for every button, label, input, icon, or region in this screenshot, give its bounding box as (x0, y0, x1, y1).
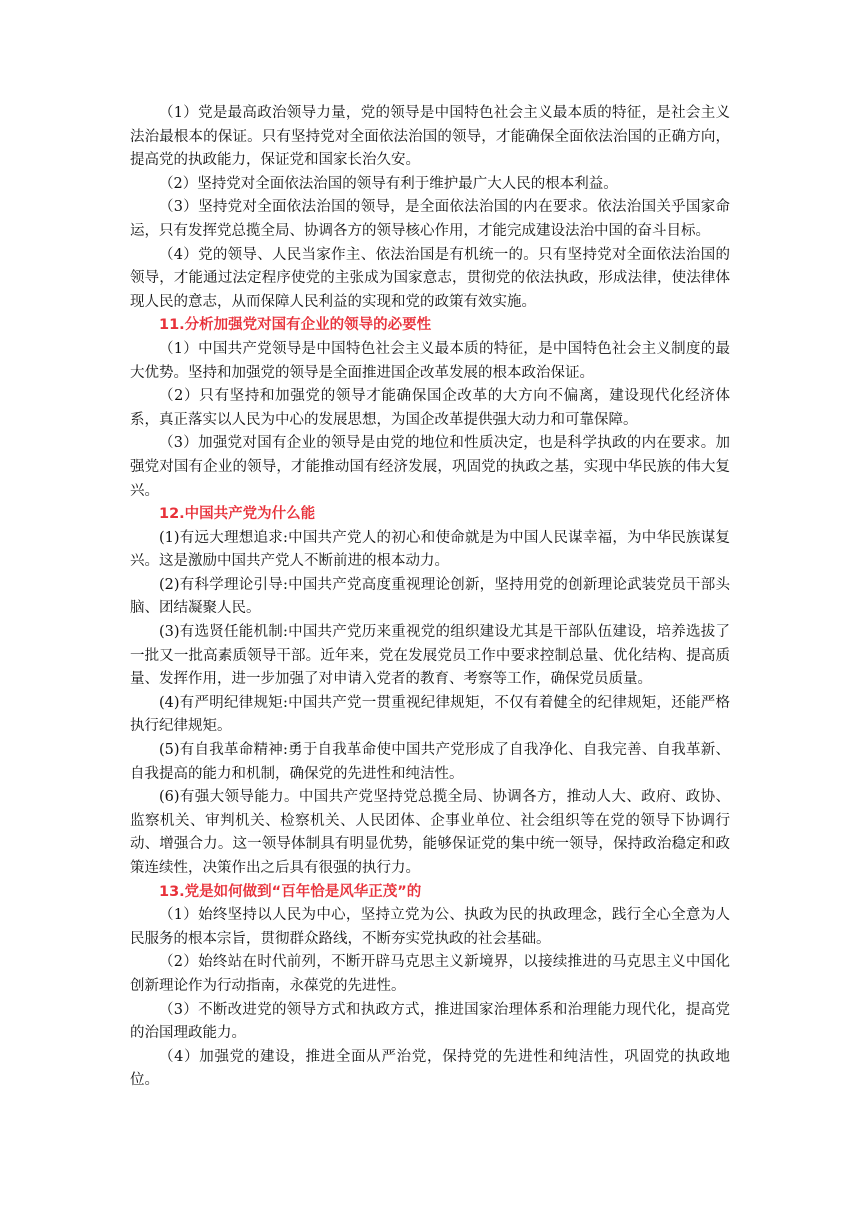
section10-paragraph-1: （1）党是最高政治领导力量，党的领导是中国特色社会主义最本质的特征，是社会主义法治最根本的保证。只有坚持党对全面依法治国的领导，才能确保全面依法治国的正确方向，提高党的执政能力，保证党和国家长治久安。 (130, 105, 730, 169)
section13-heading: 13.党是如何做到“百年恰是风华正茂”的 (159, 883, 422, 900)
section13-paragraph-3: （3）不断改进党的领导方式和执政方式，推进国家治理体系和治理能力现代化，提高党的治国理政能力。 (130, 1001, 730, 1042)
section12-paragraph-6: (6)有强大领导能力。中国共产党坚持党总揽全局、协调各方，推动人大、政府、政协、监察机关、审判机关、检察机关、人民团体、企事业单位、社会组织等在党的领导下协调行动、增强合力。这一领导体制具有明显优势，能够保证党的集中统一领导，保持政治稳定和政策连续性，决策作出之后具有很强的执行力。 (130, 789, 730, 876)
section13-paragraph-2: （2）始终站在时代前列，不断开辟马克思主义新境界，以接续推进的马克思主义中国化创新理论作为行动指南，永葆党的先进性。 (130, 954, 730, 994)
section11-paragraph-3: （3）加强党对国有企业的领导是由党的地位和性质决定，也是科学执政的内在要求。加强党对国有企业的领导，才能推动国有经济发展，巩固党的执政之基，实现中华民族的伟大复兴。 (130, 435, 730, 499)
section13-paragraph-4: （4）加强党的建设，推进全面从严治党，保持党的先进性和纯洁性，巩固党的执政地位。 (130, 1048, 730, 1089)
section12-paragraph-2: (2)有科学理论引导:中国共产党高度重视理论创新，坚持用党的创新理论武装党员干部头脑、团结凝聚人民。 (130, 576, 730, 617)
section12-paragraph-4: (4)有严明纪律规矩:中国共产党一贯重视纪律规矩，不仅有着健全的纪律规矩，还能严格执行纪律规矩。 (130, 694, 730, 735)
section12-paragraph-5: (5)有自我革命精神:勇于自我革命使中国共产党形成了自我净化、自我完善、自我革新、自我提高的能力和机制，确保党的先进性和纯洁性。 (130, 742, 730, 782)
section13-paragraph-1: （1）始终坚持以人民为中心，坚持立党为公、执政为民的执政理念，践行全心全意为人民服务的根本宗旨，贯彻群众路线，不断夯实党执政的社会基础。 (130, 907, 730, 947)
document-page (130, 102, 730, 1093)
section11-heading: 11.分析加强党对国有企业的领导的必要性 (159, 317, 432, 334)
section10-paragraph-4: （4）党的领导、人民当家作主、依法治国是有机统一的。只有坚持党对全面依法治国的领导，才能通过法定程序使党的主张成为国家意志，贯彻党的依法执政，形成法律，使法律体现人民的意志，从而保障人民利益的实现和党的政策有效实施。 (130, 246, 730, 310)
section10-paragraph-3: （3）坚持党对全面依法治国的领导，是全面依法治国的内在要求。依法治国关乎国家命运，只有发挥党总揽全局、协调各方的领导核心作用，才能完成建设法治中国的奋斗目标。 (130, 199, 730, 239)
section11-paragraph-1: （1）中国共产党领导是中国特色社会主义最本质的特征，是中国特色社会主义制度的最大优势。坚持和加强党的领导是全面推进国企改革发展的根本政治保证。 (130, 340, 730, 381)
section11-paragraph-2: （2）只有坚持和加强党的领导才能确保国企改革的大方向不偏离，建设现代化经济体系，真正落实以人民为中心的发展思想，为国企改革提供强大动力和可靠保障。 (130, 388, 730, 428)
section12-heading: 12.中国共产党为什么能 (159, 506, 316, 523)
section10-paragraph-2: （2）坚持党对全面依法治国的领导有利于维护最广大人民的根本利益。 (159, 175, 618, 192)
section12-paragraph-3: (3)有选贤任能机制:中国共产党历来重视党的组织建设尤其是干部队伍建设，培养选拔了一批又一批高素质领导干部。近年来，党在发展党员工作中要求控制总量、优化结构、提高质量、发挥作用，进一步加强了对申请入党者的教育、考察等工作，确保党员质量。 (130, 624, 730, 688)
section12-paragraph-1: (1)有远大理想追求:中国共产党人的初心和使命就是为中国人民谋幸福，为中华民族谋复兴。这是激励中国共产党人不断前进的根本动力。 (130, 529, 730, 570)
